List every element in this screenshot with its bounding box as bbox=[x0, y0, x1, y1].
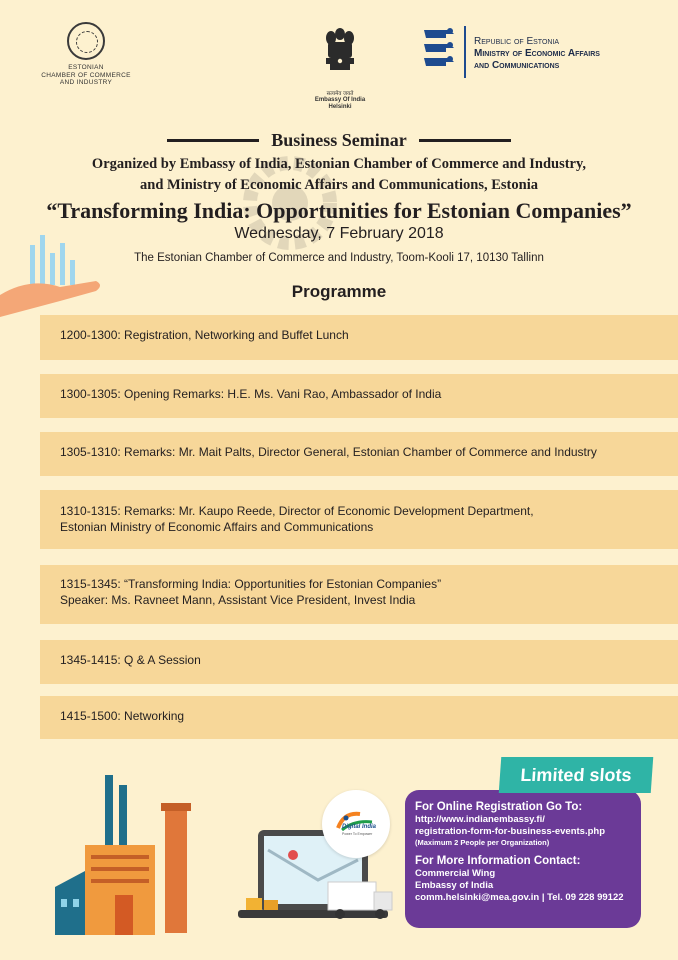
organizers-line-1: Organized by Embassy of India, Estonian Chamber of Commerce and Industry, bbox=[91, 156, 587, 172]
event-venue: The Estonian Chamber of Commerce and Industry, Toom-Kooli 17, 10130 Tallinn bbox=[134, 252, 544, 264]
estonia-ministry-label: Ministry of Economic Affairs bbox=[474, 48, 600, 59]
factory-illustration-icon bbox=[55, 775, 205, 935]
programme-item-line: 1200-1300: Registration, Networking and Buffet Lunch bbox=[60, 328, 349, 342]
digital-india-logo bbox=[322, 790, 390, 858]
programme-heading: Programme bbox=[291, 282, 387, 301]
india-motto: सत्यमेव जयते bbox=[326, 91, 354, 97]
programme-item bbox=[40, 565, 678, 624]
programme-item bbox=[40, 696, 678, 739]
heading-rule-left bbox=[167, 139, 259, 142]
estonian-lions-icon bbox=[422, 26, 456, 74]
organizers-text bbox=[0, 154, 678, 196]
registration-url-line-2[interactable]: registration-form-for-business-events.php bbox=[415, 826, 606, 837]
chamber-logo bbox=[36, 22, 136, 87]
embassy-city: Helsinki bbox=[328, 104, 352, 110]
heading-rule-right bbox=[419, 139, 511, 142]
estonia-ministry-label-2: and Communications bbox=[474, 60, 560, 71]
embassy-of-india-logo bbox=[300, 22, 380, 111]
embassy-name: Embassy Of India bbox=[314, 97, 366, 103]
programme-item bbox=[40, 432, 678, 476]
digital-india-title: Digital India bbox=[342, 824, 377, 830]
seminar-heading-row bbox=[0, 130, 678, 151]
online-registration-heading: For Online Registration Go To: bbox=[415, 801, 583, 813]
chamber-logo-name-2: CHAMBER OF COMMERCE bbox=[41, 71, 131, 79]
programme-item-line: 1345-1415: Q & A Session bbox=[60, 653, 201, 667]
ashoka-emblem-icon bbox=[321, 22, 359, 84]
chamber-logo-name-3: AND INDUSTRY bbox=[59, 79, 113, 86]
programme-item-line: 1415-1500: Networking bbox=[60, 709, 185, 723]
estonia-ministry-logo bbox=[422, 26, 600, 78]
estonia-republic-label: Republic of Estonia bbox=[474, 36, 560, 47]
max-attendees-note: (Maximum 2 People per Organization) bbox=[415, 838, 550, 847]
chamber-seal-icon bbox=[67, 22, 105, 60]
programme-item-line-2: Estonian Ministry of Economic Affairs and Communications bbox=[60, 520, 374, 534]
programme-item bbox=[40, 374, 678, 418]
programme-item bbox=[40, 640, 678, 684]
contact-email-phone[interactable]: comm.helsinki@mea.gov.in | Tel. 09 228 99122 bbox=[415, 892, 624, 903]
chamber-logo-name-1: ESTONIAN bbox=[68, 64, 104, 71]
contact-line-1: Commercial Wing bbox=[415, 868, 496, 879]
registration-box bbox=[405, 790, 641, 928]
seminar-label: Business Seminar bbox=[271, 130, 407, 150]
programme-item-line: 1315-1345: “Transforming India: Opportunities for Estonian Companies” bbox=[60, 577, 442, 591]
organizers-line-2: and Ministry of Economic Affairs and Communications, Estonia bbox=[140, 177, 538, 193]
limited-slots-banner: Limited slots bbox=[499, 757, 654, 793]
programme-item-line: 1305-1310: Remarks: Mr. Mait Palts, Director General, Estonian Chamber of Commerce and Industry bbox=[60, 445, 597, 459]
programme-item bbox=[40, 490, 678, 549]
logo-divider bbox=[464, 26, 466, 78]
contact-line-2: Embassy of India bbox=[415, 880, 494, 891]
digital-india-tagline: Power To Empower bbox=[342, 832, 373, 836]
event-title: “Transforming India: Opportunities for Estonian Companies” bbox=[46, 198, 632, 223]
programme-item bbox=[40, 315, 678, 360]
programme-item-line-2: Speaker: Ms. Ravneet Mann, Assistant Vice President, Invest India bbox=[60, 593, 416, 607]
more-info-heading: For More Information Contact: bbox=[415, 855, 581, 867]
event-date: Wednesday, 7 February 2018 bbox=[234, 225, 444, 242]
registration-url-line-1[interactable]: http://www.indianembassy.fi/ bbox=[415, 814, 545, 825]
programme-item-line: 1310-1315: Remarks: Mr. Kaupo Reede, Director of Economic Development Department, bbox=[60, 504, 534, 518]
programme-item-line: 1300-1305: Opening Remarks: H.E. Ms. Vani Rao, Ambassador of India bbox=[60, 387, 442, 401]
